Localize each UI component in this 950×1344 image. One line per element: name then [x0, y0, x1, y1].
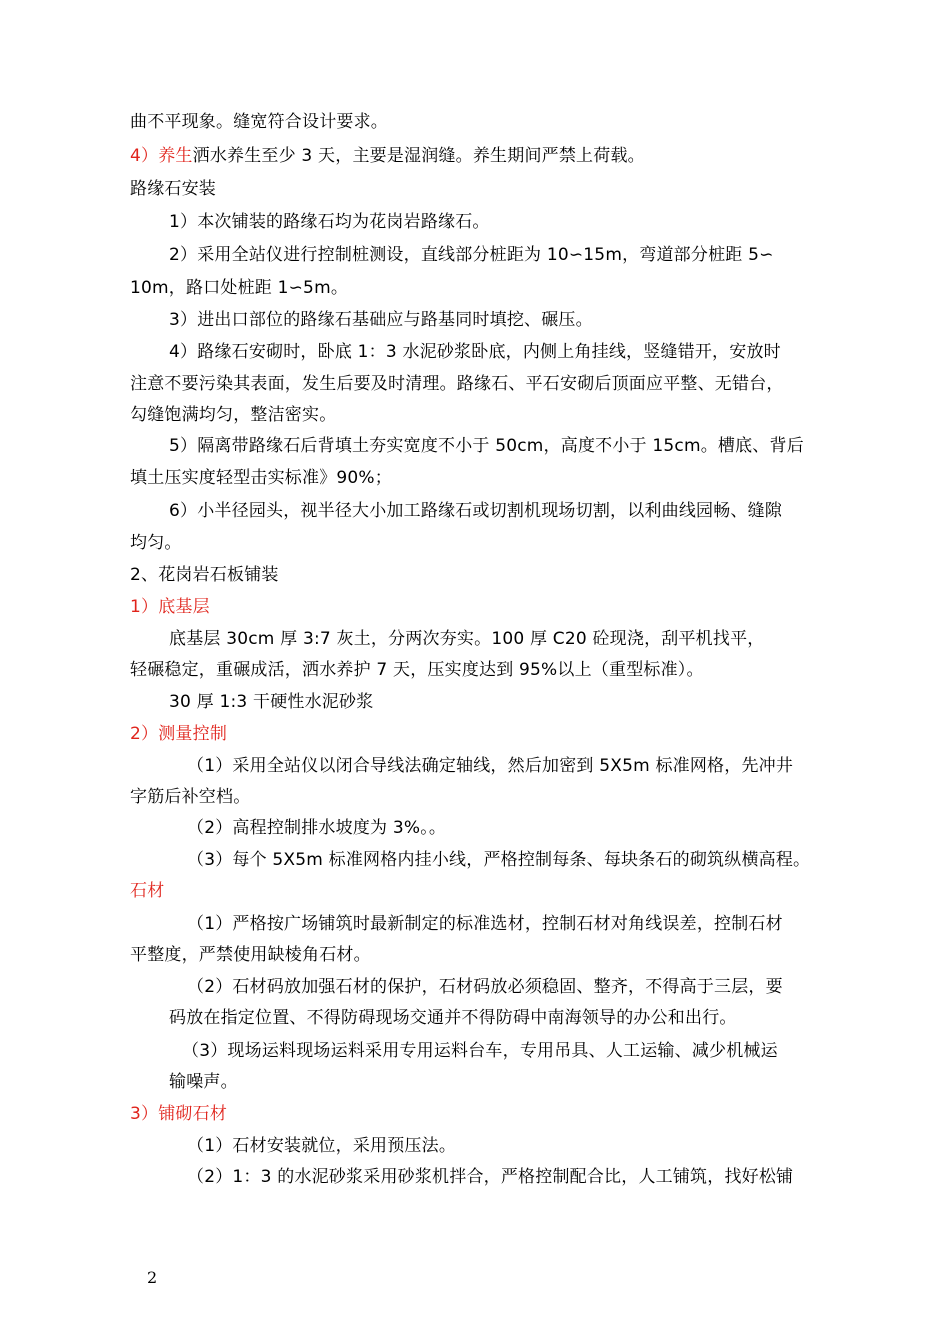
subsection-heading — [130, 880, 164, 902]
paragraph-line: 码放在指定位置、不得防碍现场交通并不得防碍中南海领导的办公和出行。 — [169, 1008, 737, 1028]
paragraph-line: 5）隔离带路缘石后背填土夯实宽度不小于 50cm，高度不小于 15cm。槽底、背后 — [169, 436, 804, 456]
paragraph-line: 2）采用全站仪进行控制桩测设，直线部分桩距为 10∽15m，弯道部分桩距 5∽ — [169, 245, 774, 265]
paragraph-line: （1）严格按广场铺筑时最新制定的标准选材，控制石材对角线误差，控制石材 — [187, 914, 783, 934]
red-heading: 石材 — [130, 881, 165, 901]
paragraph-line: 输噪声。 — [169, 1072, 238, 1092]
paragraph-line: 6）小半径园头，视半径大小加工路缘石或切割机现场切割，以利曲线园畅、缝隙 — [169, 501, 783, 521]
paragraph-line: 注意不要污染其表面，发生后要及时清理。路缘石、平石安砌后顶面应平整、无错台， — [130, 374, 784, 394]
subsection-heading — [130, 723, 227, 745]
red-heading: 3）铺砌石材 — [130, 1104, 228, 1124]
paragraph-line: （2）石材码放加强石材的保护，石材码放必须稳固、整齐，不得高于三层，要 — [187, 977, 783, 997]
page-number: 2 — [147, 1268, 158, 1287]
paragraph-line: （2）1：3 的水泥砂浆采用砂浆机拌合，严格控制配合比，人工铺筑，找好松铺 — [187, 1167, 794, 1187]
paragraph-line: 平整度，严禁使用缺棱角石材。 — [130, 945, 371, 965]
paragraph-line: （3）现场运料现场运料采用专用运料台车，专用吊具、人工运输、减少机械运 — [182, 1041, 778, 1061]
paragraph-line: 曲不平现象。缝宽符合设计要求。 — [130, 112, 388, 132]
paragraph-line: 勾缝饱满均匀，整洁密实。 — [130, 405, 337, 425]
paragraph-line: （3）每个 5X5m 标准网格内挂小线，严格控制每条、每块条石的砌筑纵横高程。 — [187, 850, 811, 870]
paragraph-line: 1）本次铺装的路缘石均为花岗岩路缘石。 — [169, 212, 490, 232]
section-heading: 路缘石安装 — [130, 179, 216, 199]
paragraph-line: 4）路缘石安砌时，卧底 1：3 水泥砂浆卧底，内侧上角挂线，竖缝错开，安放时 — [169, 342, 781, 362]
paragraph-line: 轻碾稳定，重碾成活，洒水养护 7 天，压实度达到 95%以上（重型标准）。 — [130, 660, 704, 680]
paragraph-line: 3）进出口部位的路缘石基础应与路基同时填挖、碾压。 — [169, 310, 593, 330]
paragraph-line: 10m，路口处桩距 1∽5m。 — [130, 278, 349, 298]
paragraph-line: 均匀。 — [130, 533, 182, 553]
subsection-heading — [130, 1103, 227, 1125]
paragraph-line: 填土压实度轻型击实标准》90%； — [130, 468, 392, 488]
paragraph-line: （2）高程控制排水坡度为 3%。。 — [187, 818, 447, 838]
paragraph-line: 字筋后补空档。 — [130, 787, 251, 807]
paragraph-line: 4）养生洒水养生至少 3 天，主要是湿润缝。养生期间严禁上荷载。 — [130, 146, 645, 166]
paragraph-line: （1）石材安装就位，采用预压法。 — [187, 1136, 457, 1156]
red-heading: 1）底基层 — [130, 597, 210, 617]
paragraph-line: （1）采用全站仪以闭合导线法确定轴线，然后加密到 5X5m 标准网格，先冲井 — [187, 756, 794, 776]
section-heading: 2、花岗岩石板铺装 — [130, 565, 279, 585]
subsection-heading — [130, 596, 210, 618]
paragraph-line: 30 厚 1:3 干硬性水泥砂浆 — [169, 692, 374, 712]
paragraph-line: 底基层 30cm 厚 3:7 灰土，分两次夯实。100 厚 C20 砼现浇，刮平机找平， — [169, 629, 765, 649]
red-heading: 4）养生 — [130, 146, 193, 166]
red-heading: 2）测量控制 — [130, 724, 228, 744]
